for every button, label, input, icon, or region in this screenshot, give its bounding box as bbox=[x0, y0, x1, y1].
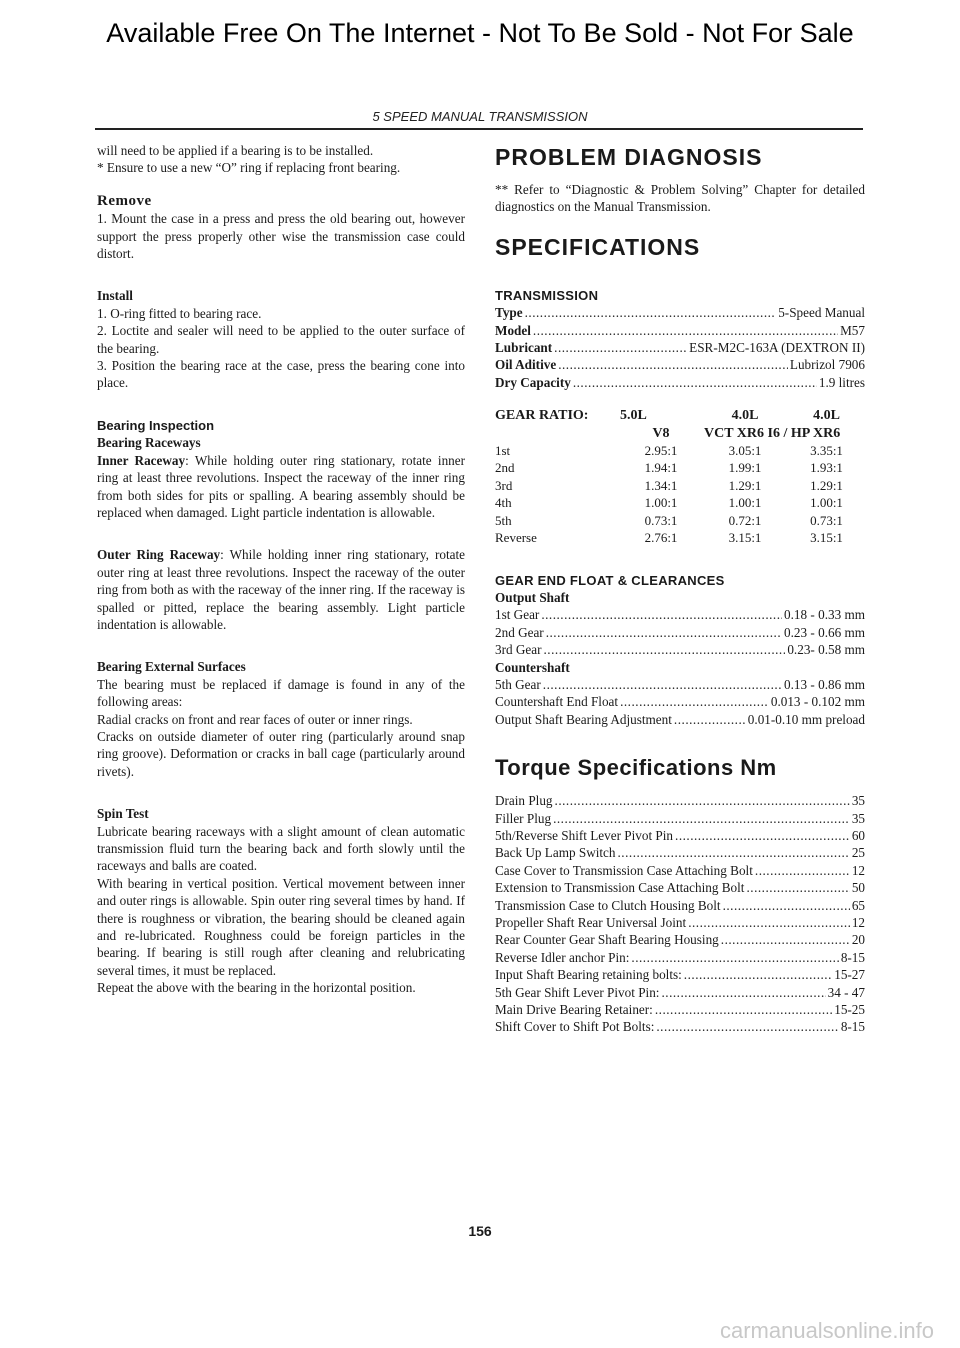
gear-ratio: 1.34:1 bbox=[644, 477, 678, 493]
heading-remove: Remove bbox=[97, 192, 152, 209]
spec-label: Oil Aditive bbox=[495, 357, 557, 373]
spec-value: 8-15 bbox=[840, 949, 865, 965]
spec-row bbox=[495, 966, 865, 983]
gear-col-subheader: V8 bbox=[652, 425, 670, 441]
spec-label: Back Up Lamp Switch bbox=[495, 845, 616, 861]
watermark: carmanualsonline.info bbox=[719, 1318, 934, 1343]
paragraph: will need to be applied if a bearing is to be installed. bbox=[97, 143, 374, 158]
gear-name: 3rd bbox=[495, 477, 513, 493]
dot-leader bbox=[746, 879, 849, 896]
outer-raceway-label: Outer Ring Raceway bbox=[97, 547, 221, 563]
spec-row bbox=[495, 879, 865, 896]
spec-label: Transmission Case to Clutch Housing Bolt bbox=[495, 897, 721, 913]
spec-row bbox=[495, 844, 865, 861]
spec-value: Lubrizol 7906 bbox=[789, 357, 865, 373]
spec-row bbox=[495, 624, 865, 641]
left-column bbox=[97, 142, 465, 997]
gear-ratio: 1.29:1 bbox=[810, 477, 843, 493]
gear-ratio: 1.00:1 bbox=[810, 495, 843, 511]
torque-specs bbox=[495, 792, 865, 1036]
paragraph: 1. O-ring fitted to bearing race. bbox=[97, 305, 262, 321]
dot-leader bbox=[674, 711, 746, 728]
spec-row bbox=[495, 827, 865, 844]
spec-label: Drain Plug bbox=[495, 793, 553, 809]
gear-ratio: 2.76:1 bbox=[644, 530, 678, 546]
spec-row bbox=[495, 606, 865, 623]
gear-ratio: 2.95:1 bbox=[644, 443, 678, 459]
spec-label: Type bbox=[495, 305, 523, 321]
spec-label: Shift Cover to Shift Pot Bolts: bbox=[495, 1019, 655, 1035]
spec-row bbox=[495, 339, 865, 356]
spec-label: Input Shaft Bearing retaining bolts: bbox=[495, 967, 682, 983]
heading-output-shaft: Output Shaft bbox=[495, 589, 570, 605]
spec-row bbox=[495, 949, 865, 966]
spec-label: 1st Gear bbox=[495, 607, 540, 623]
spec-label: Reverse Idler anchor Pin: bbox=[495, 949, 630, 965]
spec-value: 34 - 47 bbox=[827, 984, 865, 1000]
dot-leader bbox=[661, 984, 825, 1001]
paragraph: 3. Position the bearing race at the case, press the bearing cone into place. bbox=[97, 358, 465, 391]
spec-label: 3rd Gear bbox=[495, 642, 542, 658]
spec-row bbox=[495, 676, 865, 693]
spec-value: 8-15 bbox=[840, 1019, 865, 1035]
gear-col-header: 5.0L bbox=[620, 408, 647, 424]
spec-row bbox=[495, 1001, 865, 1018]
gear-ratio: 3.05:1 bbox=[728, 443, 762, 459]
spec-row bbox=[495, 984, 865, 1001]
spec-label: Extension to Transmission Case Attaching Bolt bbox=[495, 880, 745, 896]
spec-label: Filler Plug bbox=[495, 810, 552, 826]
spec-value: 5-Speed Manual bbox=[778, 305, 865, 321]
dot-leader bbox=[554, 339, 687, 356]
gear-row bbox=[495, 442, 865, 459]
spec-value: 12 bbox=[851, 862, 865, 878]
dot-leader bbox=[544, 641, 786, 658]
paragraph: With bearing in vertical position. Vertical movement between inner and outer rings is allowable. Spin outer ring several times by hand. If there is roughness or vibration, the bearing should be cleaned again and re-lubricated. Roughness could be foreign particles in the bearing. If bearing is still rough after cleaning and relubricating several times, it must be replaced. bbox=[97, 875, 465, 978]
header-rule bbox=[95, 128, 863, 130]
spec-value: 0.18 - 0.33 mm bbox=[784, 607, 865, 623]
gear-col-header: 4.0L bbox=[731, 408, 759, 424]
spec-row bbox=[495, 810, 865, 827]
dot-leader bbox=[618, 844, 850, 861]
gear-row bbox=[495, 459, 865, 476]
gear-ratio-label: GEAR RATIO: bbox=[495, 408, 589, 424]
paragraph: Lubricate bearing raceways with a slight amount of clean automatic transmission fluid turn the bearing back and forth slowly until the raceways and balls are coated. bbox=[97, 823, 465, 874]
spec-row bbox=[495, 931, 865, 948]
gear-ratio: 3.15:1 bbox=[728, 530, 762, 546]
gear-ratio: 1.94:1 bbox=[644, 460, 678, 476]
spec-label: Case Cover to Transmission Case Attaching Bolt bbox=[495, 862, 753, 878]
spec-row bbox=[495, 1018, 865, 1035]
paragraph: Radial cracks on front and rear faces of outer or inner rings. bbox=[97, 711, 413, 727]
heading-bearing-inspection: Bearing Inspection bbox=[97, 417, 215, 433]
dot-leader bbox=[755, 862, 850, 879]
gear-row bbox=[495, 512, 865, 529]
dot-leader bbox=[553, 810, 850, 827]
transmission-specs bbox=[495, 304, 865, 391]
paragraph: Repeat the above with the bearing in the horizontal position. bbox=[97, 980, 416, 996]
gear-ratio: 0.73:1 bbox=[644, 512, 678, 528]
spec-row bbox=[495, 356, 865, 373]
gear-row bbox=[495, 477, 865, 494]
spec-value: 0.01-0.10 mm preload bbox=[747, 711, 865, 727]
paragraph: 2. Loctite and sealer will need to be applied to the outer surface of the bearing. bbox=[97, 323, 465, 356]
paragraph: 1. Mount the case in a press and press the old bearing out, however support the press properly other wise the transmission case could distort. bbox=[97, 211, 465, 262]
gear-col-subheader: VCT XR6 I6 / HP XR6 bbox=[704, 425, 841, 441]
output-shaft-specs bbox=[495, 606, 865, 658]
heading-external-surfaces: Bearing External Surfaces bbox=[97, 659, 246, 675]
spec-label: 5th Gear bbox=[495, 676, 541, 692]
paragraph: Cracks on outside diameter of outer ring (particularly around snap ring groove). Deformation or cracks in ball cage (particularly around rivets). bbox=[97, 728, 465, 779]
gear-ratio: 1.00:1 bbox=[728, 495, 762, 511]
heading-transmission: TRANSMISSION bbox=[495, 287, 599, 303]
gear-ratio-table bbox=[495, 407, 865, 546]
right-column bbox=[495, 142, 865, 1036]
spec-label: 2nd Gear bbox=[495, 624, 544, 640]
running-head: 5 SPEED MANUAL TRANSMISSION bbox=[372, 109, 588, 124]
spec-label: 5th Gear Shift Lever Pivot Pin: bbox=[495, 984, 660, 1000]
page-number: 156 bbox=[468, 1223, 492, 1239]
dot-leader bbox=[555, 792, 850, 809]
gear-name: 5th bbox=[495, 512, 512, 528]
heading-torque: Torque Specifications Nm bbox=[495, 755, 777, 781]
spec-row bbox=[495, 792, 865, 809]
spec-value: M57 bbox=[840, 322, 865, 338]
paragraph: Inner Raceway: While holding outer ring stationary, rotate inner ring at least three revolutions. Inspect the raceway of the inner ring from both sides for pits or spalling. A bearing assembly should be replaced when damaged. Light particle indentation is allowable. bbox=[97, 452, 466, 520]
dot-leader bbox=[675, 827, 850, 844]
heading-end-float: GEAR END FLOAT & CLEARANCES bbox=[495, 572, 725, 588]
gear-name: Reverse bbox=[495, 530, 537, 546]
dot-leader bbox=[631, 949, 838, 966]
dot-leader bbox=[620, 693, 769, 710]
spec-row bbox=[495, 711, 865, 728]
spec-value: 15-27 bbox=[834, 967, 865, 983]
heading-countershaft: Countershaft bbox=[495, 659, 570, 675]
dot-leader bbox=[573, 374, 817, 391]
heading-spin-test: Spin Test bbox=[97, 806, 149, 822]
paragraph: Outer Ring Raceway: While holding inner ring stationary, rotate outer ring at least three revolutions. Inspect the raceway of the outer ring from both as with the raceway of the inner ring. If the raceway is spalled or pitted, replace the bearing assembly. Light particle indentation is allowable. bbox=[97, 547, 465, 632]
dot-leader bbox=[541, 606, 782, 623]
heading-install: Install bbox=[97, 288, 133, 304]
spec-value: 0.013 - 0.102 mm bbox=[770, 694, 865, 710]
gear-ratio: 1.29:1 bbox=[728, 477, 762, 493]
paragraph: The bearing must be replaced if damage is found in any of the following areas: bbox=[97, 676, 465, 710]
gear-ratio: 1.99:1 bbox=[728, 460, 762, 476]
gear-ratio: 0.73:1 bbox=[810, 512, 843, 528]
spec-value: 35 bbox=[851, 810, 865, 826]
dot-leader bbox=[543, 676, 782, 693]
countershaft-specs bbox=[495, 676, 865, 728]
spec-value: 15-25 bbox=[834, 1002, 865, 1018]
spec-label: Rear Counter Gear Shaft Bearing Housing bbox=[495, 932, 719, 948]
spec-value: 25 bbox=[851, 845, 865, 861]
spec-row bbox=[495, 322, 865, 339]
spec-label: Lubricant bbox=[495, 340, 553, 356]
dot-leader bbox=[656, 1018, 838, 1035]
spec-row bbox=[495, 693, 865, 710]
dot-leader bbox=[533, 322, 838, 339]
free-banner: Available Free On The Internet - Not To Be Sold - Not For Sale bbox=[106, 18, 854, 48]
spec-row bbox=[495, 641, 865, 658]
spec-label: Model bbox=[495, 322, 531, 338]
gear-row bbox=[495, 494, 865, 511]
paragraph: * Ensure to use a new “O” ring if replacing front bearing. bbox=[97, 160, 401, 176]
spec-value: 65 bbox=[851, 897, 865, 913]
gear-ratio: 0.72:1 bbox=[728, 512, 762, 528]
gear-col-header: 4.0L bbox=[813, 408, 840, 424]
spec-value: 1.9 litres bbox=[818, 374, 865, 390]
dot-leader bbox=[655, 1001, 832, 1018]
gear-name: 1st bbox=[495, 443, 511, 459]
heading-problem-diagnosis: PROBLEM DIAGNOSIS bbox=[495, 144, 763, 170]
dot-leader bbox=[546, 624, 782, 641]
dot-leader bbox=[525, 304, 777, 321]
inner-raceway-label: Inner Raceway bbox=[97, 452, 186, 468]
spec-label: Output Shaft Bearing Adjustment bbox=[495, 711, 672, 727]
paragraph: ** Refer to “Diagnostic & Problem Solving” Chapter for detailed diagnostics on the Manual Transmission. bbox=[495, 182, 865, 215]
spec-value: ESR-M2C-163A (DEXTRON II) bbox=[689, 340, 865, 356]
dot-leader bbox=[688, 914, 850, 931]
spec-value: 0.23 - 0.66 mm bbox=[784, 624, 865, 640]
spec-label: Main Drive Bearing Retainer: bbox=[495, 1002, 653, 1018]
spec-value: 50 bbox=[851, 880, 865, 896]
dot-leader bbox=[684, 966, 832, 983]
spec-value: 60 bbox=[851, 827, 865, 843]
spec-value: 12 bbox=[851, 915, 865, 930]
spec-value: 0.23- 0.58 mm bbox=[787, 642, 865, 658]
dot-leader bbox=[723, 897, 850, 914]
spec-label: Dry Capacity bbox=[495, 374, 571, 390]
spec-row bbox=[495, 897, 865, 914]
spec-label: 5th/Reverse Shift Lever Pivot Pin bbox=[495, 827, 674, 843]
spec-value: 0.13 - 0.86 mm bbox=[784, 676, 865, 692]
gear-name: 2nd bbox=[495, 460, 515, 476]
heading-specifications: SPECIFICATIONS bbox=[495, 233, 701, 260]
spec-value: 35 bbox=[851, 793, 865, 809]
spec-value: 20 bbox=[851, 932, 865, 948]
spec-label: Propeller Shaft Rear Universal Joint bbox=[495, 915, 687, 930]
gear-ratio: 1.00:1 bbox=[644, 495, 678, 511]
spec-row bbox=[495, 914, 865, 931]
spec-row bbox=[495, 374, 865, 391]
heading-bearing-raceways: Bearing Raceways bbox=[97, 435, 201, 451]
gear-row bbox=[495, 529, 865, 546]
dot-leader bbox=[558, 356, 788, 373]
spec-row bbox=[495, 862, 865, 879]
gear-ratio: 1.93:1 bbox=[810, 460, 843, 476]
spec-row bbox=[495, 304, 865, 321]
gear-ratio: 3.35:1 bbox=[810, 443, 843, 459]
spec-label: Countershaft End Float bbox=[495, 694, 619, 710]
gear-name: 4th bbox=[495, 495, 512, 511]
gear-ratio: 3.15:1 bbox=[810, 530, 843, 546]
dot-leader bbox=[721, 931, 850, 948]
